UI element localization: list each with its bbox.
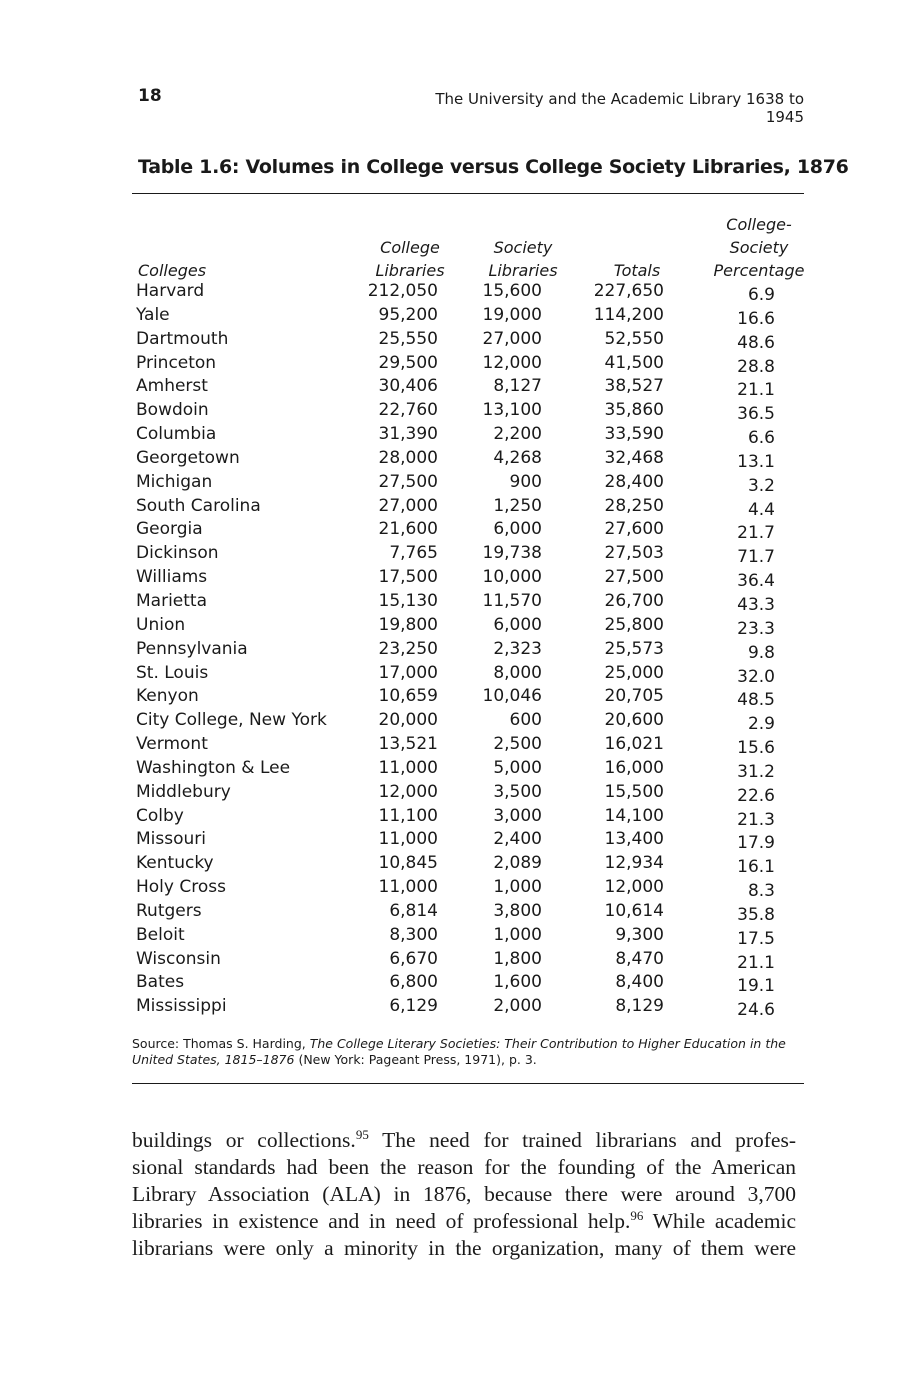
table-row <box>0 304 921 328</box>
cell-percentage: 17.5 <box>737 928 775 949</box>
cell-percentage: 35.8 <box>737 904 775 925</box>
cell-total-volumes: 12,000 <box>604 877 664 898</box>
table-row <box>0 900 921 924</box>
table-row <box>0 471 921 495</box>
cell-college-name: Yale <box>136 304 170 325</box>
cell-percentage: 48.6 <box>737 332 775 353</box>
table-row <box>0 566 921 590</box>
cell-percentage: 23.3 <box>737 618 775 639</box>
cell-college-volumes: 11,000 <box>378 757 438 778</box>
table-column-headers <box>0 206 921 282</box>
table-row <box>0 757 921 781</box>
cell-college-volumes: 6,670 <box>389 948 438 969</box>
table-row <box>0 662 921 686</box>
body-line: sional standards had been the reason for the founding of the American <box>132 1155 796 1179</box>
table-title: Table 1.6: Volumes in College versus College Society Libraries, 1876 <box>138 156 849 178</box>
header-colleges: Colleges <box>138 261 207 280</box>
cell-total-volumes: 16,000 <box>604 757 664 778</box>
footnote-ref: 96 <box>630 1208 644 1223</box>
cell-total-volumes: 35,860 <box>604 400 664 421</box>
cell-percentage: 2.9 <box>747 714 775 735</box>
cell-society-volumes: 6,000 <box>493 519 542 540</box>
cell-college-name: South Carolina <box>136 495 261 516</box>
cell-society-volumes: 2,400 <box>493 829 542 850</box>
cell-college-name: Holy Cross <box>136 877 226 898</box>
cell-percentage: 22.6 <box>737 785 775 806</box>
cell-percentage: 71.7 <box>737 547 775 568</box>
cell-percentage: 32.0 <box>737 666 775 687</box>
cell-percentage: 6.6 <box>747 428 775 449</box>
cell-society-volumes: 5,000 <box>493 757 542 778</box>
cell-college-volumes: 11,000 <box>378 877 438 898</box>
cell-college-volumes: 11,000 <box>378 829 438 850</box>
cell-total-volumes: 28,400 <box>604 471 664 492</box>
cell-total-volumes: 41,500 <box>604 352 664 373</box>
cell-percentage: 6.9 <box>747 285 775 305</box>
cell-society-volumes: 8,127 <box>493 376 542 397</box>
cell-total-volumes: 33,590 <box>604 424 664 445</box>
cell-society-volumes: 10,000 <box>482 567 542 588</box>
cell-college-volumes: 21,600 <box>378 519 438 540</box>
footnote-ref: 95 <box>355 1127 369 1142</box>
cell-college-name: Vermont <box>136 734 208 755</box>
cell-society-volumes: 600 <box>509 710 542 731</box>
cell-college-name: Colby <box>136 805 184 826</box>
table-row <box>0 518 921 542</box>
cell-college-volumes: 17,500 <box>378 567 438 588</box>
cell-college-volumes: 15,130 <box>378 590 438 611</box>
cell-total-volumes: 15,500 <box>604 781 664 802</box>
cell-college-volumes: 23,250 <box>378 638 438 659</box>
cell-society-volumes: 3,000 <box>493 805 542 826</box>
table-row <box>0 995 921 1019</box>
cell-society-volumes: 11,570 <box>482 590 542 611</box>
cell-total-volumes: 25,000 <box>604 662 664 683</box>
cell-college-name: Washington & Lee <box>136 757 291 778</box>
cell-society-volumes: 12,000 <box>482 352 542 373</box>
cell-society-volumes: 6,000 <box>493 614 542 635</box>
cell-society-volumes: 19,000 <box>482 304 542 325</box>
cell-college-name: Bowdoin <box>136 400 209 421</box>
cell-college-name: Amherst <box>136 376 208 397</box>
cell-college-volumes: 8,300 <box>389 924 438 945</box>
cell-college-volumes: 12,000 <box>378 781 438 802</box>
cell-total-volumes: 52,550 <box>604 328 664 349</box>
cell-college-volumes: 31,390 <box>378 424 438 445</box>
cell-college-volumes: 10,659 <box>378 686 438 707</box>
cell-society-volumes: 1,000 <box>493 877 542 898</box>
table-row <box>0 638 921 662</box>
cell-percentage: 15.6 <box>737 738 775 759</box>
cell-total-volumes: 27,500 <box>604 567 664 588</box>
cell-society-volumes: 15,600 <box>482 281 542 301</box>
cell-percentage: 16.6 <box>737 308 775 329</box>
cell-college-name: Princeton <box>136 352 217 373</box>
cell-college-volumes: 17,000 <box>378 662 438 683</box>
cell-total-volumes: 27,503 <box>604 543 664 564</box>
cell-society-volumes: 1,600 <box>493 972 542 993</box>
table-row <box>0 852 921 876</box>
cell-college-volumes: 29,500 <box>378 352 438 373</box>
table-row <box>0 781 921 805</box>
cell-society-volumes: 3,800 <box>493 900 542 921</box>
cell-total-volumes: 14,100 <box>604 805 664 826</box>
cell-society-volumes: 1,250 <box>493 495 542 516</box>
page-number: 18 <box>138 86 162 106</box>
cell-college-volumes: 11,100 <box>378 805 438 826</box>
cell-percentage: 3.2 <box>747 475 775 496</box>
cell-percentage: 48.5 <box>737 690 775 711</box>
cell-college-name: Bates <box>136 972 185 993</box>
table-row <box>0 924 921 948</box>
cell-college-volumes: 28,000 <box>378 447 438 468</box>
cell-total-volumes: 227,650 <box>593 281 664 301</box>
cell-total-volumes: 10,614 <box>604 900 664 921</box>
table-row <box>0 590 921 614</box>
cell-college-volumes: 10,845 <box>378 853 438 874</box>
header-percentage: College- Society Percentage <box>713 215 805 280</box>
table-row <box>0 423 921 447</box>
cell-college-name: Missouri <box>136 829 206 850</box>
cell-total-volumes: 16,021 <box>604 734 664 755</box>
cell-total-volumes: 8,400 <box>615 972 664 993</box>
body-line: librarians were only a minority in the organization, many of them were <box>132 1236 796 1260</box>
cell-total-volumes: 25,800 <box>604 614 664 635</box>
cell-total-volumes: 20,705 <box>604 686 664 707</box>
cell-college-volumes: 95,200 <box>378 304 438 325</box>
cell-college-volumes: 6,814 <box>389 900 438 921</box>
cell-college-name: Beloit <box>136 924 185 945</box>
cell-percentage: 36.4 <box>737 571 775 592</box>
cell-society-volumes: 4,268 <box>493 447 542 468</box>
table-row <box>0 614 921 638</box>
table-row <box>0 352 921 376</box>
cell-college-name: Kenyon <box>136 686 199 707</box>
cell-college-volumes: 19,800 <box>378 614 438 635</box>
table-row <box>0 280 921 304</box>
cell-society-volumes: 2,089 <box>493 853 542 874</box>
cell-society-volumes: 3,500 <box>493 781 542 802</box>
table-row <box>0 685 921 709</box>
body-paragraph <box>132 1127 796 1262</box>
cell-college-name: Michigan <box>136 471 213 492</box>
cell-society-volumes: 900 <box>509 471 542 492</box>
table-row <box>0 828 921 852</box>
cell-college-name: Columbia <box>136 424 217 445</box>
cell-college-volumes: 7,765 <box>389 543 438 564</box>
cell-total-volumes: 9,300 <box>615 924 664 945</box>
cell-college-name: Wisconsin <box>136 948 221 969</box>
cell-college-volumes: 6,129 <box>389 996 438 1017</box>
running-header: The University and the Academic Library 1638 to 1945 <box>435 90 804 126</box>
cell-society-volumes: 2,000 <box>493 996 542 1017</box>
cell-percentage: 21.3 <box>737 809 775 830</box>
cell-college-name: City College, New York <box>136 710 327 731</box>
cell-society-volumes: 2,500 <box>493 734 542 755</box>
header-totals: Totals <box>613 261 661 280</box>
body-line: Library Association (ALA) in 1876, because there were around 3,700 <box>132 1182 796 1206</box>
table-top-rule <box>132 193 804 194</box>
cell-college-volumes: 25,550 <box>378 328 438 349</box>
cell-total-volumes: 20,600 <box>604 710 664 731</box>
cell-college-name: Williams <box>136 567 208 588</box>
cell-society-volumes: 19,738 <box>482 543 542 564</box>
cell-society-volumes: 10,046 <box>482 686 542 707</box>
cell-percentage: 19.1 <box>737 976 775 997</box>
cell-total-volumes: 27,600 <box>604 519 664 540</box>
cell-percentage: 21.1 <box>737 380 775 401</box>
cell-percentage: 21.1 <box>737 952 775 973</box>
cell-college-volumes: 27,500 <box>378 471 438 492</box>
cell-college-name: Rutgers <box>136 900 202 921</box>
cell-society-volumes: 1,800 <box>493 948 542 969</box>
cell-society-volumes: 13,100 <box>482 400 542 421</box>
table-row <box>0 495 921 519</box>
cell-college-name: Marietta <box>136 590 208 611</box>
cell-society-volumes: 27,000 <box>482 328 542 349</box>
table-row <box>0 709 921 733</box>
table-row <box>0 876 921 900</box>
body-line: libraries in existence and in need of professional help.$^{96}$ While academic <box>132 1208 796 1233</box>
cell-college-name: Georgia <box>136 519 203 540</box>
cell-percentage: 9.8 <box>747 642 775 663</box>
cell-percentage: 28.8 <box>737 356 775 377</box>
table-bottom-rule <box>132 1083 804 1084</box>
cell-society-volumes: 2,323 <box>493 638 542 659</box>
cell-college-name: Mississippi <box>136 996 227 1017</box>
cell-college-name: Kentucky <box>136 853 214 874</box>
cell-college-name: Middlebury <box>136 781 231 802</box>
cell-society-volumes: 1,000 <box>493 924 542 945</box>
cell-percentage: 13.1 <box>737 451 775 472</box>
table-row <box>0 447 921 471</box>
cell-total-volumes: 25,573 <box>604 638 664 659</box>
cell-college-volumes: 20,000 <box>378 710 438 731</box>
cell-college-name: Harvard <box>136 281 205 301</box>
cell-college-name: Dickinson <box>136 543 219 564</box>
cell-college-volumes: 6,800 <box>389 972 438 993</box>
table-body <box>0 280 921 1019</box>
cell-college-name: Pennsylvania <box>136 638 248 659</box>
cell-percentage: 31.2 <box>737 761 775 782</box>
cell-college-volumes: 30,406 <box>378 376 438 397</box>
cell-percentage: 16.1 <box>737 857 775 878</box>
cell-college-volumes: 212,050 <box>367 281 438 301</box>
header-college-libraries: College Libraries <box>375 238 445 280</box>
cell-college-name: Dartmouth <box>136 328 229 349</box>
cell-total-volumes: 32,468 <box>604 447 664 468</box>
cell-percentage: 24.6 <box>737 1000 775 1021</box>
cell-society-volumes: 8,000 <box>493 662 542 683</box>
cell-percentage: 4.4 <box>747 499 775 520</box>
table-row <box>0 399 921 423</box>
cell-total-volumes: 8,470 <box>615 948 664 969</box>
cell-percentage: 36.5 <box>737 404 775 425</box>
table-row <box>0 375 921 399</box>
body-line: buildings or collections.$^{95}$ The need for trained librarians and profes- <box>132 1127 796 1152</box>
cell-total-volumes: 114,200 <box>593 304 664 325</box>
cell-percentage: 8.3 <box>747 881 775 902</box>
cell-total-volumes: 12,934 <box>604 853 664 874</box>
cell-college-volumes: 27,000 <box>378 495 438 516</box>
table-source-note: Source: Thomas S. Harding, The College Literary Societies: Their Contribution to Higher Education in the United States, 1815–1876 (New York: Pageant Press, 1971), p. 3. <box>132 1036 786 1067</box>
cell-percentage: 43.3 <box>737 594 775 615</box>
cell-total-volumes: 38,527 <box>604 376 664 397</box>
cell-college-volumes: 13,521 <box>378 734 438 755</box>
cell-percentage: 21.7 <box>737 523 775 544</box>
cell-total-volumes: 13,400 <box>604 829 664 850</box>
cell-total-volumes: 28,250 <box>604 495 664 516</box>
table-row <box>0 948 921 972</box>
table-row <box>0 805 921 829</box>
cell-total-volumes: 26,700 <box>604 590 664 611</box>
cell-college-volumes: 22,760 <box>378 400 438 421</box>
table-row <box>0 328 921 352</box>
cell-total-volumes: 8,129 <box>615 996 664 1017</box>
cell-percentage: 17.9 <box>737 833 775 854</box>
cell-college-name: Georgetown <box>136 447 240 468</box>
table-row <box>0 733 921 757</box>
table-row <box>0 542 921 566</box>
cell-college-name: St. Louis <box>136 662 209 683</box>
table-row <box>0 971 921 995</box>
cell-college-name: Union <box>136 614 186 635</box>
header-society-libraries: Society Libraries <box>488 238 558 280</box>
cell-society-volumes: 2,200 <box>493 424 542 445</box>
